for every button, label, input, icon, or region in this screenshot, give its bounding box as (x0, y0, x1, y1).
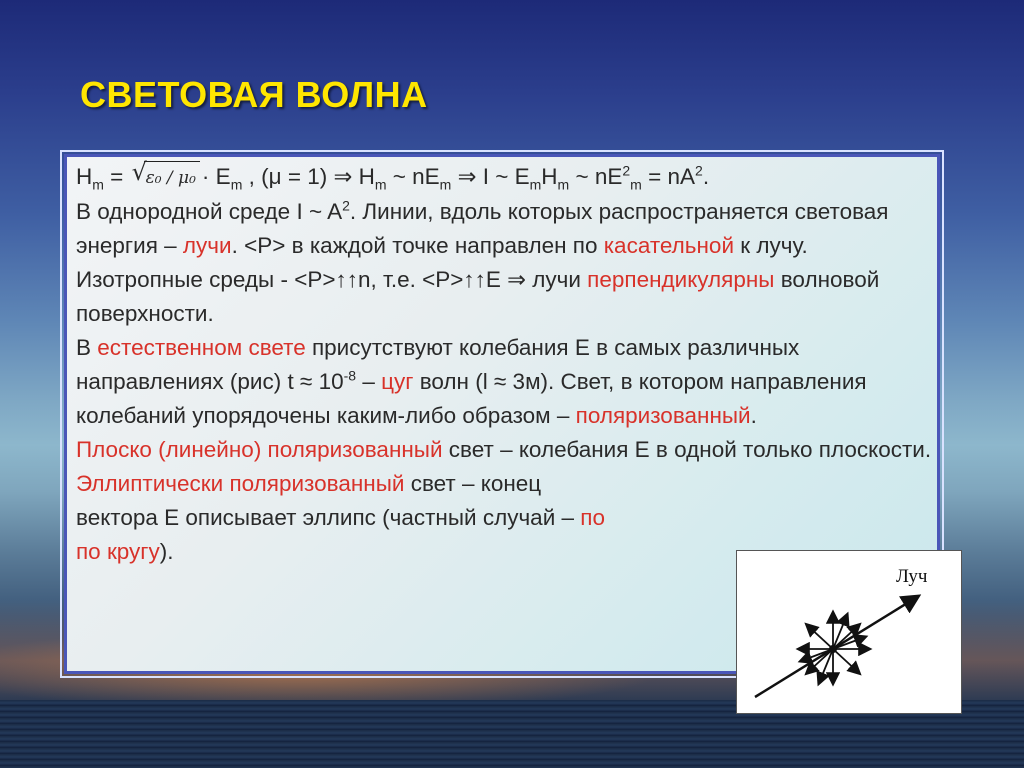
formula-e3-sub: m (529, 176, 542, 193)
formula-e2-sub: m (439, 176, 452, 193)
paragraph-plane-polarized (76, 433, 936, 467)
formula-mu: , (μ = 1) ⇒ H (242, 164, 375, 189)
formula-end: . (702, 164, 710, 189)
formula-mid2: ⇒ I ~ E (451, 164, 530, 189)
p1-text-d: к лучу. Изотропные среды - <P>↑↑n, т.е. <P>↑↑E ⇒ лучи (76, 233, 808, 293)
term-circular: по кругу (76, 539, 160, 565)
p2-text-c: – (356, 369, 382, 395)
p1-text-b: . Линии, вдоль которых распространяется световая энергия – (76, 199, 889, 259)
formula-e-sub: m (230, 176, 243, 193)
paragraph-natural-light (76, 331, 936, 433)
ray-label: Луч (896, 566, 928, 587)
p2-text-d: волн (l ≈ 3м). Свет, в котором направления колебаний упорядочены каким-либо образом – (76, 369, 867, 429)
p1-text-c: . <P> в каждой точке направлен по (231, 233, 604, 259)
formula-tail: = nA (641, 164, 696, 189)
formula-e: · E (201, 164, 231, 189)
term-luchi: лучи (182, 233, 232, 259)
formula-h3-sub: m (557, 176, 570, 193)
term-tsug: цуг (381, 369, 414, 395)
sqrt-expression (131, 158, 200, 195)
p2-text-e: . (750, 403, 757, 429)
formula-mid1: ~ nE (386, 164, 440, 189)
slide-title: СВЕТОВАЯ ВОЛНА (80, 74, 428, 115)
term-elliptic-polarized: Эллиптически поляризованный (76, 471, 405, 497)
formula-sup3: 2 (695, 162, 703, 179)
p4-text-b: свет – конец (404, 471, 542, 497)
ray-center-dot (829, 645, 837, 653)
formula-eq: = (103, 164, 130, 189)
p1-sup: 2 (342, 197, 350, 214)
p4-text-e: ). (159, 539, 174, 565)
radical-sign: √ (131, 158, 147, 187)
p3-text-b: свет – колебания E в одной только плоскости. (442, 437, 932, 463)
p1-text-e: волновой поверхности. (76, 267, 880, 327)
formula-mid3: H (541, 164, 558, 189)
term-perpendikulyarny: перпендикулярны (587, 267, 775, 293)
ray-diagram (736, 550, 962, 714)
formula-sup2: 2 (622, 162, 631, 179)
p4-text-c: вектора E описывает эллипс (частный случай – (76, 505, 581, 531)
formula-mid4: ~ nE (569, 164, 623, 189)
paragraph-rays (76, 195, 936, 331)
formula-h-sub: m (92, 176, 104, 193)
term-polarized: поляризованный (575, 403, 751, 429)
term-plane-polarized: Плоско (линейно) поляризованный (76, 437, 443, 463)
term-natural-light: естественном свете (97, 335, 306, 361)
formula-line (76, 160, 936, 195)
term-kasatelnoy: касательной (603, 233, 735, 259)
formula-e4-sub: m (630, 176, 642, 193)
p2-sup: -8 (343, 367, 357, 384)
p4-term-po: по (580, 505, 605, 531)
formula-h2-sub: m (374, 176, 387, 193)
radical-bar (144, 161, 200, 162)
p2-text-a: В (76, 335, 98, 361)
sqrt-content: ε₀ / μ₀ (145, 168, 196, 189)
slide-body (76, 160, 936, 569)
p1-text-a: В однородной среде I ~ A (76, 199, 343, 225)
p2-text-b: присутствуют колебания E в самых различных направлениях (рис) t ≈ 10 (76, 335, 800, 395)
formula-h: H (76, 164, 93, 189)
